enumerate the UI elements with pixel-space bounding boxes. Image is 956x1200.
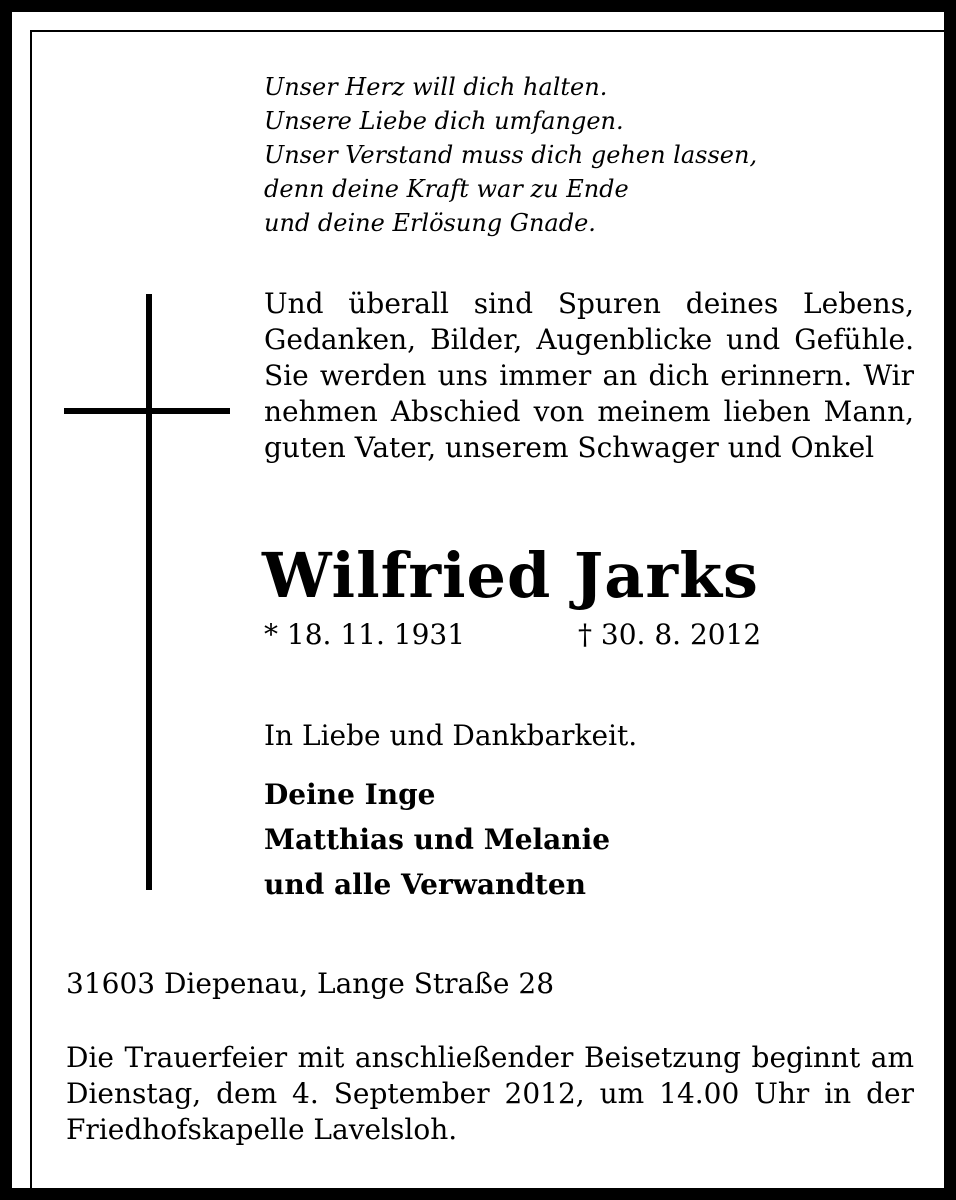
funeral-service-info: Die Trauerfeier mit anschließender Beisetzung beginnt am Dienstag, dem 4. September 2012, um 14.00 Uhr in der Friedhofskapelle Lavelsloh. <box>66 1041 914 1146</box>
poem-verse <box>264 70 757 240</box>
mourner: Matthias und Melanie <box>264 823 611 856</box>
poem-line: denn deine Kraft war zu Ende <box>264 175 629 203</box>
cross-vertical-bar <box>146 294 152 890</box>
deceased-name: Wilfried Jarks <box>262 539 759 612</box>
birth-date: * 18. 11. 1931 <box>264 618 466 651</box>
poem-line: Unser Verstand muss dich gehen lassen, <box>264 141 758 169</box>
mourner: und alle Verwandten <box>264 868 587 901</box>
death-date: † 30. 8. 2012 <box>578 618 762 651</box>
poem-line: Unser Herz will dich halten. <box>264 73 608 101</box>
address: 31603 Diepenau, Lange Straße 28 <box>66 967 555 1000</box>
poem-line: und deine Erlösung Gnade. <box>264 209 596 237</box>
mourners-list <box>264 772 610 907</box>
cross-horizontal-bar <box>64 408 230 414</box>
intro-paragraph: Und überall sind Spuren deines Lebens, Gedanken, Bilder, Augenblicke und Gefühle. Sie werden uns immer an dich erinnern. Wir nehmen Abschied von meinem lieben Mann, guten Vater, unserem Schwager und Onkel <box>264 287 914 464</box>
closing-line: In Liebe und Dankbarkeit. <box>264 719 638 752</box>
mourner: Deine Inge <box>264 778 436 811</box>
poem-line: Unsere Liebe dich umfangen. <box>264 107 624 135</box>
